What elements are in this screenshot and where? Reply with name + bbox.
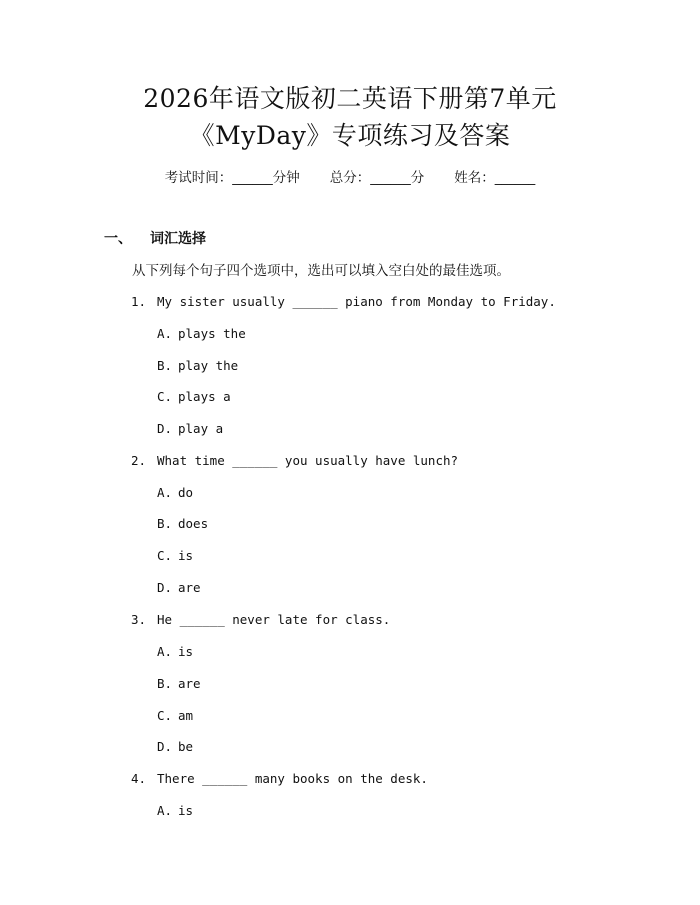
question-number: 2.: [131, 453, 147, 468]
question-1-option-c: [157, 389, 231, 405]
question-text: What time ______ you usually have lunch?: [157, 453, 459, 468]
question-text: There ______ many books on the desk.: [157, 771, 428, 786]
option-letter: D.: [157, 580, 173, 595]
question-number: 4.: [131, 771, 147, 786]
question-3-option-c: [157, 708, 193, 724]
question-1-option-d: [157, 421, 223, 437]
option-text: am: [178, 708, 194, 723]
option-text: are: [178, 580, 201, 595]
option-letter: A.: [157, 644, 173, 659]
option-letter: C.: [157, 708, 173, 723]
section-title: 词汇选择: [150, 231, 206, 247]
option-letter: D.: [157, 739, 173, 754]
exam-info: [0, 169, 700, 187]
option-letter: B.: [157, 516, 173, 531]
option-letter: A.: [157, 803, 173, 818]
question-text: He ______ never late for class.: [157, 612, 391, 627]
total-score-field: 总分：______分: [329, 170, 425, 186]
question-1-option-a: [157, 326, 246, 342]
option-text: play the: [178, 358, 239, 373]
option-text: does: [178, 516, 209, 531]
option-text: is: [178, 548, 194, 563]
question-3-option-a: [157, 644, 193, 660]
question-2-option-a: [157, 485, 193, 501]
option-text: is: [178, 803, 194, 818]
option-text: plays the: [178, 326, 246, 341]
option-letter: B.: [157, 358, 173, 373]
option-text: be: [178, 739, 194, 754]
exam-time-field: 考试时间：______分钟: [164, 170, 300, 186]
option-letter: A.: [157, 326, 173, 341]
question-1-option-b: [157, 358, 238, 374]
option-letter: A.: [157, 485, 173, 500]
section-header: [104, 230, 206, 248]
option-letter: D.: [157, 421, 173, 436]
document-title-line2: 《MyDay》专项练习及答案: [189, 121, 511, 150]
question-text: My sister usually ______ piano from Monday to Friday.: [157, 294, 556, 309]
option-letter: C.: [157, 389, 173, 404]
section-number: 一、: [104, 231, 132, 247]
option-letter: C.: [157, 548, 173, 563]
option-text: plays a: [178, 389, 231, 404]
option-letter: B.: [157, 676, 173, 691]
question-2-option-d: [157, 580, 201, 596]
document-title-line1: 2026年语文版初二英语下册第7单元: [143, 84, 557, 113]
question-2-option-b: [157, 516, 208, 532]
option-text: play a: [178, 421, 224, 436]
option-text: do: [178, 485, 194, 500]
student-name-field: 姓名：______: [454, 170, 536, 186]
option-text: is: [178, 644, 194, 659]
question-3-option-b: [157, 676, 201, 692]
section-instruction: 从下列每个句子四个选项中，选出可以填入空白处的最佳选项。: [132, 263, 510, 279]
question-2-option-c: [157, 548, 193, 564]
question-number: 3.: [131, 612, 147, 627]
question-3-option-d: [157, 739, 193, 755]
question-number: 1.: [131, 294, 147, 309]
question-4-option-a: [157, 803, 193, 819]
option-text: are: [178, 676, 201, 691]
